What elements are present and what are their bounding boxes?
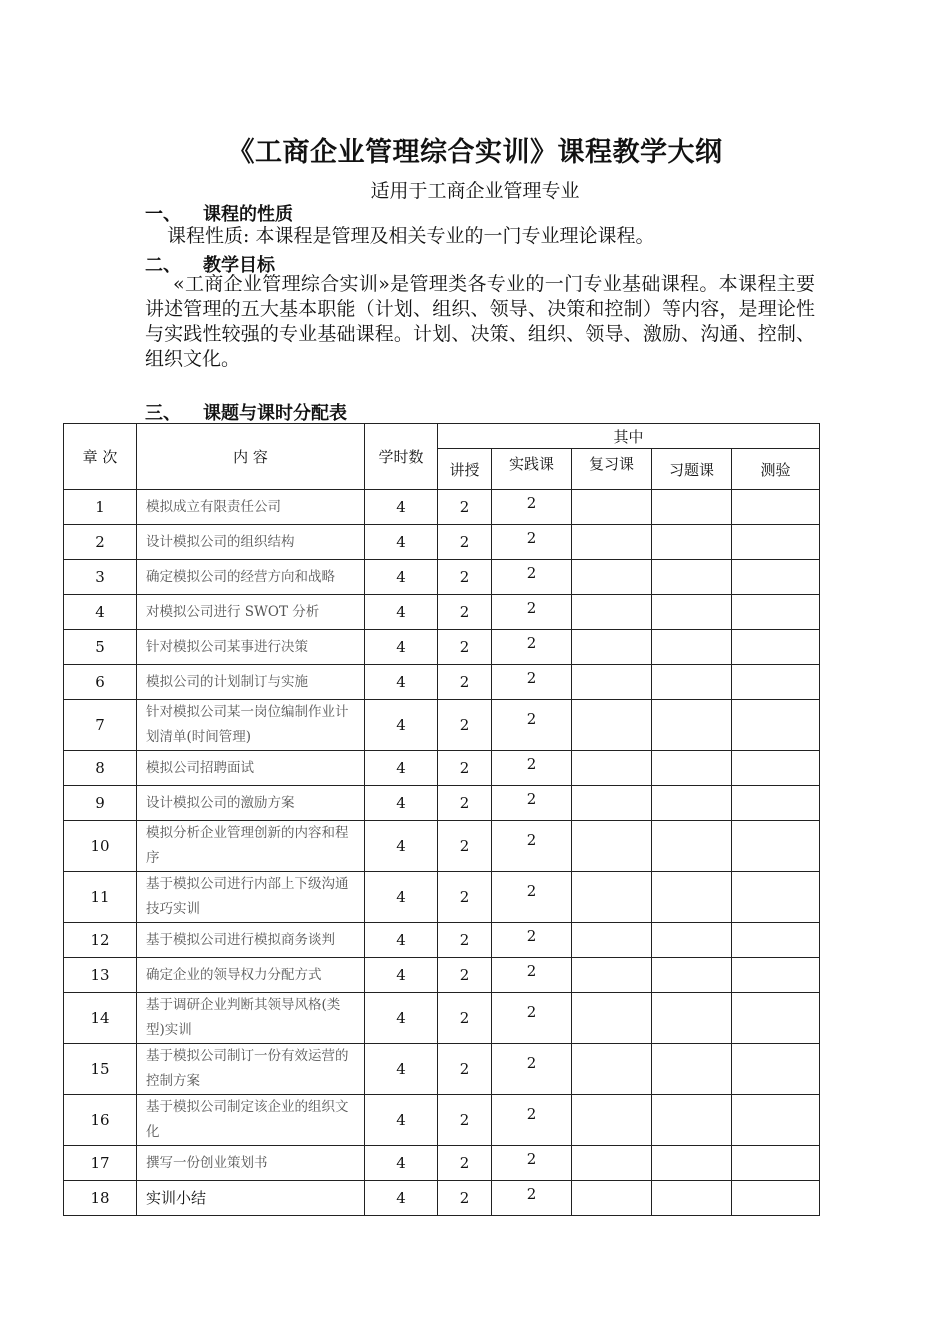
table-row xyxy=(64,993,820,1044)
cell-test xyxy=(732,1146,820,1181)
cell-chapter: 17 xyxy=(64,1146,137,1181)
table-row xyxy=(64,1095,820,1146)
cell-review xyxy=(572,1095,652,1146)
cell-review xyxy=(572,490,652,525)
cell-test xyxy=(732,1095,820,1146)
cell-review xyxy=(572,872,652,923)
goal-paragraph: «工商企业管理综合实训»是管理类各专业的一门专业基础课程。本课程主要讲述管理的五大基本职能（计划、组织、领导、决策和控制）等内容，是理论性与实践性较强的专业基础课程。计划、决策、组织、领导、激励、沟通、控制、组织文化。 xyxy=(145,273,815,370)
cell-review xyxy=(572,1181,652,1216)
cell-chapter: 15 xyxy=(64,1044,137,1095)
cell-practice: 2 xyxy=(492,872,572,923)
cell-review xyxy=(572,525,652,560)
cell-practice: 2 xyxy=(492,560,572,595)
cell-lecture: 2 xyxy=(438,751,492,786)
cell-exercise xyxy=(652,1181,732,1216)
cell-test xyxy=(732,665,820,700)
cell-hours: 4 xyxy=(365,1095,438,1146)
cell-hours: 4 xyxy=(365,525,438,560)
cell-exercise xyxy=(652,751,732,786)
cell-test xyxy=(732,490,820,525)
cell-content: 模拟分析企业管理创新的内容和程序 xyxy=(137,821,365,872)
cell-exercise xyxy=(652,560,732,595)
table-row xyxy=(64,1044,820,1095)
cell-chapter: 8 xyxy=(64,751,137,786)
cell-hours: 4 xyxy=(365,821,438,872)
cell-test xyxy=(732,525,820,560)
cell-hours: 4 xyxy=(365,560,438,595)
cell-chapter: 6 xyxy=(64,665,137,700)
cell-content: 基于模拟公司进行内部上下级沟通技巧实训 xyxy=(137,872,365,923)
cell-lecture: 2 xyxy=(438,595,492,630)
table-row xyxy=(64,665,820,700)
cell-practice: 2 xyxy=(492,958,572,993)
table-row xyxy=(64,630,820,665)
cell-exercise xyxy=(652,923,732,958)
cell-hours: 4 xyxy=(365,786,438,821)
cell-review xyxy=(572,993,652,1044)
cell-chapter: 5 xyxy=(64,630,137,665)
cell-lecture: 2 xyxy=(438,1146,492,1181)
cell-lecture: 2 xyxy=(438,490,492,525)
cell-hours: 4 xyxy=(365,1181,438,1216)
cell-lecture: 2 xyxy=(438,786,492,821)
cell-practice: 2 xyxy=(492,1146,572,1181)
table-row xyxy=(64,923,820,958)
cell-review xyxy=(572,560,652,595)
section-number: 三、 xyxy=(145,403,181,424)
cell-chapter: 12 xyxy=(64,923,137,958)
cell-content: 基于模拟公司制定该企业的组织文化 xyxy=(137,1095,365,1146)
cell-lecture: 2 xyxy=(438,1044,492,1095)
cell-exercise xyxy=(652,821,732,872)
cell-practice: 2 xyxy=(492,490,572,525)
cell-exercise xyxy=(652,993,732,1044)
cell-hours: 4 xyxy=(365,595,438,630)
cell-test xyxy=(732,560,820,595)
cell-exercise xyxy=(652,786,732,821)
cell-exercise xyxy=(652,1044,732,1095)
cell-practice: 2 xyxy=(492,700,572,751)
table-row xyxy=(64,872,820,923)
cell-lecture: 2 xyxy=(438,1181,492,1216)
cell-exercise xyxy=(652,630,732,665)
cell-content: 模拟公司招聘面试 xyxy=(137,751,365,786)
cell-review xyxy=(572,630,652,665)
cell-exercise xyxy=(652,665,732,700)
cell-test xyxy=(732,993,820,1044)
cell-exercise xyxy=(652,1146,732,1181)
table-row xyxy=(64,595,820,630)
cell-test xyxy=(732,630,820,665)
cell-review xyxy=(572,1044,652,1095)
cell-chapter: 18 xyxy=(64,1181,137,1216)
table-row xyxy=(64,821,820,872)
section-title: 教学目标 xyxy=(203,255,275,276)
cell-lecture: 2 xyxy=(438,700,492,751)
cell-content: 基于调研企业判断其领导风格(类型)实训 xyxy=(137,993,365,1044)
cell-content: 模拟公司的计划制订与实施 xyxy=(137,665,365,700)
cell-content: 设计模拟公司的激励方案 xyxy=(137,786,365,821)
cell-hours: 4 xyxy=(365,1146,438,1181)
cell-test xyxy=(732,958,820,993)
cell-content: 设计模拟公司的组织结构 xyxy=(137,525,365,560)
cell-practice: 2 xyxy=(492,1181,572,1216)
header-content: 内 容 xyxy=(137,424,365,490)
cell-review xyxy=(572,700,652,751)
cell-chapter: 3 xyxy=(64,560,137,595)
table-row xyxy=(64,751,820,786)
cell-chapter: 2 xyxy=(64,525,137,560)
cell-practice: 2 xyxy=(492,993,572,1044)
cell-exercise xyxy=(652,1095,732,1146)
cell-content: 撰写一份创业策划书 xyxy=(137,1146,365,1181)
document-title: 《工商企业管理综合实训》课程教学大纲 xyxy=(227,137,723,168)
table-row xyxy=(64,490,820,525)
nature-paragraph: 课程性质: 本课程是管理及相关专业的一门专业理论课程。 xyxy=(167,225,655,247)
cell-content: 模拟成立有限责任公司 xyxy=(137,490,365,525)
cell-hours: 4 xyxy=(365,1044,438,1095)
cell-content: 针对模拟公司某一岗位编制作业计划清单(时间管理) xyxy=(137,700,365,751)
cell-hours: 4 xyxy=(365,665,438,700)
cell-hours: 4 xyxy=(365,490,438,525)
cell-lecture: 2 xyxy=(438,821,492,872)
schedule-table xyxy=(63,423,820,1216)
cell-practice: 2 xyxy=(492,630,572,665)
cell-test xyxy=(732,1181,820,1216)
table-row xyxy=(64,560,820,595)
cell-exercise xyxy=(652,595,732,630)
cell-review xyxy=(572,751,652,786)
cell-review xyxy=(572,958,652,993)
header-practice: 实践课 xyxy=(492,449,572,490)
table-row xyxy=(64,1146,820,1181)
cell-lecture: 2 xyxy=(438,958,492,993)
table-row xyxy=(64,1181,820,1216)
cell-hours: 4 xyxy=(365,993,438,1044)
cell-hours: 4 xyxy=(365,958,438,993)
cell-content: 实训小结 xyxy=(137,1181,365,1216)
cell-content: 确定企业的领导权力分配方式 xyxy=(137,958,365,993)
header-hours: 学时数 xyxy=(365,424,438,490)
header-review: 复习课 xyxy=(572,449,652,490)
cell-test xyxy=(732,786,820,821)
cell-lecture: 2 xyxy=(438,560,492,595)
cell-exercise xyxy=(652,525,732,560)
cell-review xyxy=(572,595,652,630)
cell-practice: 2 xyxy=(492,525,572,560)
cell-hours: 4 xyxy=(365,923,438,958)
document-subtitle: 适用于工商企业管理专业 xyxy=(370,180,580,202)
cell-exercise xyxy=(652,490,732,525)
header-lecture: 讲授 xyxy=(438,449,492,490)
cell-exercise xyxy=(652,700,732,751)
table-row xyxy=(64,958,820,993)
cell-test xyxy=(732,1044,820,1095)
table-row xyxy=(64,700,820,751)
cell-lecture: 2 xyxy=(438,665,492,700)
cell-review xyxy=(572,665,652,700)
cell-test xyxy=(732,595,820,630)
section-number: 一、 xyxy=(145,204,181,225)
cell-chapter: 14 xyxy=(64,993,137,1044)
cell-chapter: 10 xyxy=(64,821,137,872)
cell-practice: 2 xyxy=(492,665,572,700)
cell-practice: 2 xyxy=(492,1044,572,1095)
cell-review xyxy=(572,786,652,821)
cell-lecture: 2 xyxy=(438,872,492,923)
cell-test xyxy=(732,751,820,786)
cell-test xyxy=(732,700,820,751)
cell-chapter: 4 xyxy=(64,595,137,630)
table-row xyxy=(64,786,820,821)
cell-test xyxy=(732,821,820,872)
table-row xyxy=(64,525,820,560)
cell-test xyxy=(732,872,820,923)
cell-chapter: 13 xyxy=(64,958,137,993)
header-chapter: 章 次 xyxy=(64,424,137,490)
cell-hours: 4 xyxy=(365,751,438,786)
section-number: 二、 xyxy=(145,255,181,276)
cell-exercise xyxy=(652,872,732,923)
cell-chapter: 16 xyxy=(64,1095,137,1146)
cell-hours: 4 xyxy=(365,630,438,665)
section-title: 课程的性质 xyxy=(203,204,293,225)
header-among: 其中 xyxy=(438,424,820,449)
cell-exercise xyxy=(652,958,732,993)
cell-practice: 2 xyxy=(492,751,572,786)
cell-content: 基于模拟公司进行模拟商务谈判 xyxy=(137,923,365,958)
cell-lecture: 2 xyxy=(438,525,492,560)
section-heading-schedule xyxy=(145,399,347,425)
cell-practice: 2 xyxy=(492,1095,572,1146)
cell-review xyxy=(572,923,652,958)
cell-practice: 2 xyxy=(492,786,572,821)
cell-practice: 2 xyxy=(492,821,572,872)
cell-review xyxy=(572,1146,652,1181)
cell-lecture: 2 xyxy=(438,923,492,958)
cell-lecture: 2 xyxy=(438,1095,492,1146)
section-title: 课题与课时分配表 xyxy=(203,403,347,424)
section-heading-nature xyxy=(145,200,293,226)
cell-content: 确定模拟公司的经营方向和战略 xyxy=(137,560,365,595)
cell-practice: 2 xyxy=(492,595,572,630)
cell-lecture: 2 xyxy=(438,630,492,665)
cell-chapter: 7 xyxy=(64,700,137,751)
cell-chapter: 1 xyxy=(64,490,137,525)
cell-practice: 2 xyxy=(492,923,572,958)
header-test: 测验 xyxy=(732,449,820,490)
cell-hours: 4 xyxy=(365,700,438,751)
cell-content: 对模拟公司进行 SWOT 分析 xyxy=(137,595,365,630)
header-exercise: 习题课 xyxy=(652,449,732,490)
cell-content: 基于模拟公司制订一份有效运营的控制方案 xyxy=(137,1044,365,1095)
cell-chapter: 11 xyxy=(64,872,137,923)
cell-content: 针对模拟公司某事进行决策 xyxy=(137,630,365,665)
cell-lecture: 2 xyxy=(438,993,492,1044)
cell-chapter: 9 xyxy=(64,786,137,821)
cell-review xyxy=(572,821,652,872)
cell-test xyxy=(732,923,820,958)
cell-hours: 4 xyxy=(365,872,438,923)
